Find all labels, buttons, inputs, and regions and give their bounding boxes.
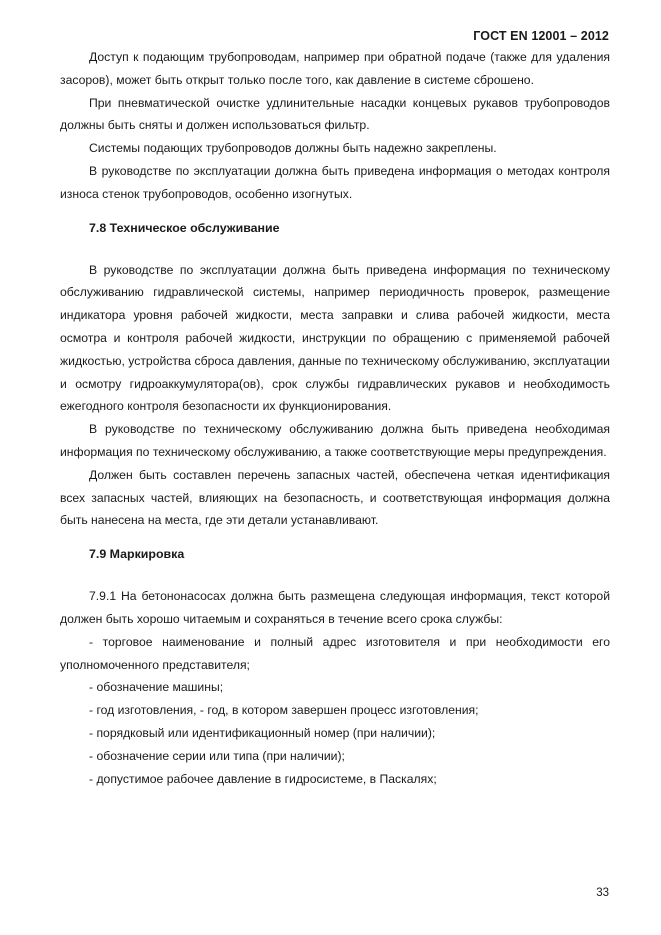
paragraph: При пневматической очистке удлинительные насадки концевых рукавов трубопроводов должны быть сняты и должен использоваться фильтр. — [60, 95, 610, 133]
page-number: 33 — [596, 887, 609, 899]
list-item: - обозначение машины; — [89, 680, 224, 695]
list-item: - допустимое рабочее давление в гидросистеме, в Паскалях; — [89, 771, 437, 786]
paragraph: Доступ к подающим трубопроводам, например при обратной подаче (также для удаления засоров), может быть открыт только после того, как давление в системе сброшено. — [60, 50, 610, 87]
paragraph: В руководстве по эксплуатации должна быть приведена информация о методах контроля износа стенок трубопроводов, особенно изогнутых. — [60, 163, 610, 201]
paragraph: 7.9.1 На бетононасосах должна быть размещена следующая информация, текст которой должен быть хорошо читаемым и сохраняться в течение всего срока службы: — [60, 589, 610, 626]
list-item: - обозначение серии или типа (при наличии); — [89, 748, 345, 763]
paragraph: В руководстве по эксплуатации должна быть приведена информация по техническому обслуживанию гидравлической системы, например периодичность проверок, размещение индикатора уровня рабочей жидкости, места заправки и слива рабочей жидкости, места осмотра и контроля рабочей жидкости, инструкции по обращению с применяемой рабочей жидкостью, устройства сброса давления, данные по техническому обслуживанию, эксплуатации и осмотру гидроаккумулятора(ов), срок службы гидравлических рукавов и необходимость ежегодного контроля безопасности их функционирования. — [60, 262, 610, 414]
paragraph: Должен быть составлен перечень запасных частей, обеспечена четкая идентификация всех запасных частей, влияющих на безопасность, и соответствующая информация должна быть нанесена на места, где эти детали устанавливают. — [60, 467, 610, 528]
standard-header: ГОСТ EN 12001 – 2012 — [473, 29, 609, 43]
list-item: - порядковый или идентификационный номер (при наличии); — [89, 725, 436, 740]
paragraph: В руководстве по техническому обслуживанию должна быть приведена необходимая информация по техническому обслуживанию, а также соответствующие меры предупреждения. — [60, 422, 610, 459]
list-item: - год изготовления, - год, в котором завершен процесс изготовления; — [89, 703, 479, 718]
list-item: - торговое наименование и полный адрес изготовителя и при необходимости его уполномоченного представителя; — [60, 634, 610, 672]
paragraph: Системы подающих трубопроводов должны быть надежно закреплены. — [89, 141, 497, 156]
section-heading-7-9: 7.9 Маркировка — [89, 547, 185, 562]
section-heading-7-8: 7.8 Техническое обслуживание — [89, 220, 280, 235]
page-content — [60, 46, 610, 790]
